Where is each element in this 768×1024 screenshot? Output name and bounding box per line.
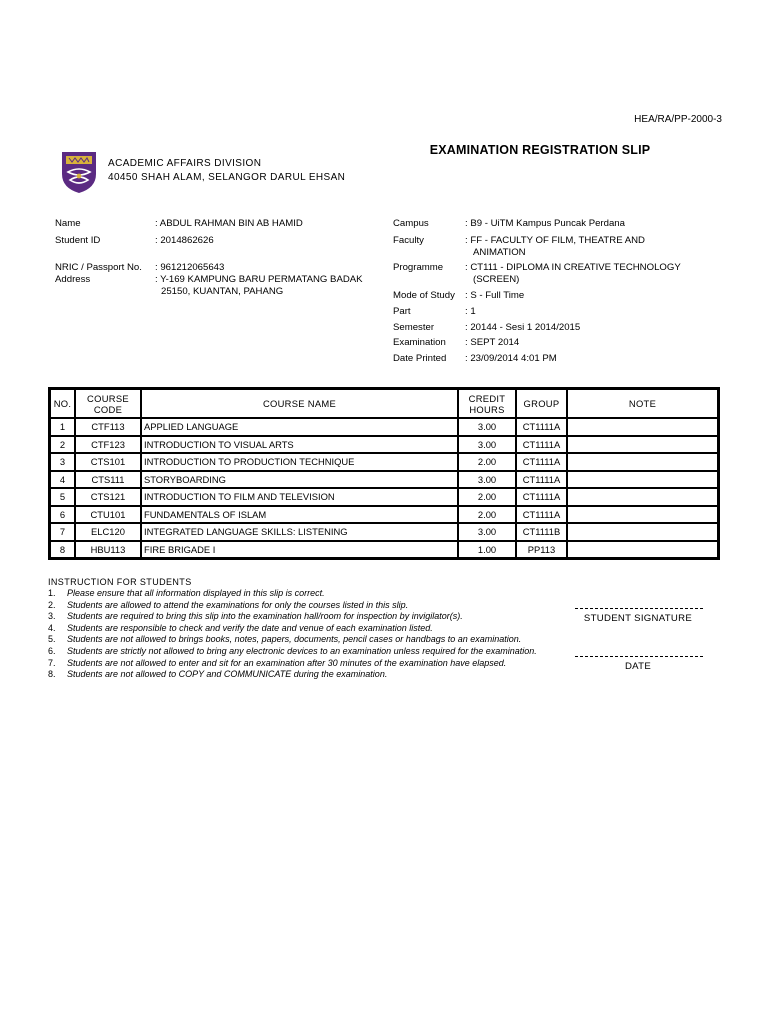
cell-note — [567, 523, 718, 541]
cell-note — [567, 471, 718, 489]
cell-course-code: CTS121 — [75, 488, 141, 506]
address-line-2: 25150, KUANTAN, PAHANG — [161, 286, 284, 297]
address-line-1: : Y-169 KAMPUNG BARU PERMATANG BADAK — [155, 274, 363, 285]
cell-credit-hours: 2.00 — [458, 488, 516, 506]
cell-no: 5 — [50, 488, 75, 506]
cell-course-name: INTRODUCTION TO PRODUCTION TECHNIQUE — [141, 453, 458, 471]
cell-note — [567, 453, 718, 471]
header-note: NOTE — [567, 389, 718, 418]
table-row — [50, 523, 718, 541]
cell-group: CT1111A — [516, 488, 567, 506]
instruction-item — [48, 634, 548, 646]
student-info — [0, 0, 768, 380]
semester-value: : 20144 - Sesi 1 2014/2015 — [465, 322, 581, 333]
date-printed-label: Date Printed — [393, 353, 447, 364]
programme-value-line-1: : CT111 - DIPLOMA IN CREATIVE TECHNOLOGY — [465, 262, 681, 273]
instruction-number: 4. — [48, 622, 56, 633]
name-label: Name — [55, 218, 81, 229]
cell-group: CT1111A — [516, 453, 567, 471]
instruction-number: 2. — [48, 599, 56, 610]
instruction-item — [48, 623, 548, 635]
cell-note — [567, 418, 718, 436]
instructions-block — [48, 577, 548, 681]
student-id-label: Student ID — [55, 235, 101, 246]
part-label: Part — [393, 306, 411, 317]
instruction-text: Please ensure that all information displayed in this slip is correct. — [67, 588, 325, 598]
table-row — [50, 488, 718, 506]
examination-label: Examination — [393, 337, 446, 348]
instruction-number: 3. — [48, 611, 56, 622]
name-value: : ABDUL RAHMAN BIN AB HAMID — [155, 218, 303, 229]
cell-course-code: ELC120 — [75, 523, 141, 541]
header-group: GROUP — [516, 389, 567, 418]
instruction-item — [48, 600, 548, 612]
table-row — [50, 418, 718, 436]
table-row — [50, 453, 718, 471]
course-table — [48, 387, 720, 560]
cell-credit-hours: 3.00 — [458, 523, 516, 541]
cell-note — [567, 488, 718, 506]
instruction-text: Students are not allowed to COPY and COMMUNICATE during the examination. — [67, 669, 388, 680]
programme-value-line-2: (SCREEN) — [473, 274, 520, 285]
student-signature-line — [575, 608, 703, 609]
instruction-text: Students are strictly not allowed to bring any electronic devices to an examination unless required for the examination. — [67, 645, 537, 656]
instruction-text: Students are not allowed to brings books, notes, papers, documents, pencil cases or handbags to an examination. — [67, 634, 522, 645]
cell-course-name: INTRODUCTION TO FILM AND TELEVISION — [141, 488, 458, 506]
table-row — [50, 506, 718, 524]
header-credit-hours: CREDIT HOURS — [458, 389, 516, 418]
cell-group: CT1111A — [516, 418, 567, 436]
cell-group: CT1111B — [516, 523, 567, 541]
nric-label: NRIC / Passport No. — [55, 262, 142, 273]
instructions-heading: INSTRUCTION FOR STUDENTS — [48, 577, 192, 587]
cell-no: 3 — [50, 453, 75, 471]
instruction-number: 6. — [48, 645, 56, 656]
student-signature-label: STUDENT SIGNATURE — [583, 613, 693, 624]
cell-note — [567, 506, 718, 524]
cell-note — [567, 436, 718, 454]
faculty-label: Faculty — [393, 235, 424, 246]
cell-course-code: CTS101 — [75, 453, 141, 471]
nric-value: : 961212065643 — [155, 262, 225, 273]
cell-group: CT1111A — [516, 436, 567, 454]
header-no: NO. — [50, 389, 75, 418]
table-row — [50, 471, 718, 489]
cell-course-code: HBU113 — [75, 541, 141, 559]
cell-course-code: CTF123 — [75, 436, 141, 454]
cell-no: 4 — [50, 471, 75, 489]
division-name: ACADEMIC AFFAIRS DIVISION — [108, 158, 262, 169]
campus-label: Campus — [393, 218, 429, 229]
cell-course-name: FIRE BRIGADE I — [141, 541, 458, 559]
instruction-text: Students are required to bring this slip into the examination hall/room for inspection by invigilator(s). — [67, 611, 463, 622]
mode-of-study-value: : S - Full Time — [465, 290, 525, 301]
cell-group: PP113 — [516, 541, 567, 559]
cell-no: 1 — [50, 418, 75, 436]
cell-credit-hours: 3.00 — [458, 418, 516, 436]
instruction-item — [48, 646, 548, 658]
student-id-value: : 2014862626 — [155, 235, 214, 246]
page-title: EXAMINATION REGISTRATION SLIP — [429, 143, 651, 157]
date-printed-value: : 23/09/2014 4:01 PM — [465, 353, 557, 364]
cell-credit-hours: 2.00 — [458, 453, 516, 471]
cell-course-name: INTRODUCTION TO VISUAL ARTS — [141, 436, 458, 454]
instruction-number: 5. — [48, 634, 56, 645]
instruction-text: Students are not allowed to enter and sit for an examination after 30 minutes of the examination have elapsed. — [67, 657, 507, 668]
cell-course-code: CTS111 — [75, 471, 141, 489]
cell-group: CT1111A — [516, 506, 567, 524]
instruction-item — [48, 588, 548, 600]
table-row — [50, 541, 718, 559]
address-label: Address — [55, 274, 91, 285]
instruction-text: Students are responsible to check and verify the date and venue of each examination listed. — [67, 622, 433, 633]
header-course-code: COURSE CODE — [75, 389, 141, 418]
table-header-row — [50, 389, 718, 418]
table-row — [50, 436, 718, 454]
cell-course-name: INTEGRATED LANGUAGE SKILLS: LISTENING — [141, 523, 458, 541]
instruction-item — [48, 669, 548, 681]
instruction-number: 7. — [48, 657, 56, 668]
document-reference: HEA/RA/PP-2000-3 — [634, 114, 722, 125]
programme-label: Programme — [393, 262, 444, 273]
cell-credit-hours: 2.00 — [458, 506, 516, 524]
division-address: 40450 SHAH ALAM, SELANGOR DARUL EHSAN — [108, 172, 346, 183]
instruction-number: 1. — [48, 588, 56, 598]
instruction-text: Students are allowed to attend the examinations for only the courses listed in this slip. — [67, 599, 409, 610]
cell-credit-hours: 3.00 — [458, 436, 516, 454]
cell-no: 2 — [50, 436, 75, 454]
header-course-name: COURSE NAME — [141, 389, 458, 418]
cell-course-code: CTU101 — [75, 506, 141, 524]
cell-no: 8 — [50, 541, 75, 559]
cell-course-name: APPLIED LANGUAGE — [141, 418, 458, 436]
mode-of-study-label: Mode of Study — [393, 290, 455, 301]
cell-no: 6 — [50, 506, 75, 524]
semester-label: Semester — [393, 322, 435, 333]
cell-course-code: CTF113 — [75, 418, 141, 436]
faculty-value-line-2: ANIMATION — [473, 247, 526, 258]
cell-group: CT1111A — [516, 471, 567, 489]
cell-note — [567, 541, 718, 559]
examination-value: : SEPT 2014 — [465, 337, 520, 348]
date-label: DATE — [624, 661, 652, 672]
cell-course-name: FUNDAMENTALS OF ISLAM — [141, 506, 458, 524]
instructions-list — [48, 588, 548, 681]
cell-course-name: STORYBOARDING — [141, 471, 458, 489]
faculty-value-line-1: : FF - FACULTY OF FILM, THEATRE AND — [465, 235, 645, 246]
campus-value: : B9 - UiTM Kampus Puncak Perdana — [465, 218, 625, 229]
instruction-number: 8. — [48, 669, 56, 680]
cell-credit-hours: 3.00 — [458, 471, 516, 489]
instruction-item — [48, 611, 548, 623]
cell-credit-hours: 1.00 — [458, 541, 516, 559]
cell-no: 7 — [50, 523, 75, 541]
instruction-item — [48, 658, 548, 670]
part-value: : 1 — [465, 306, 476, 317]
date-line — [575, 656, 703, 657]
